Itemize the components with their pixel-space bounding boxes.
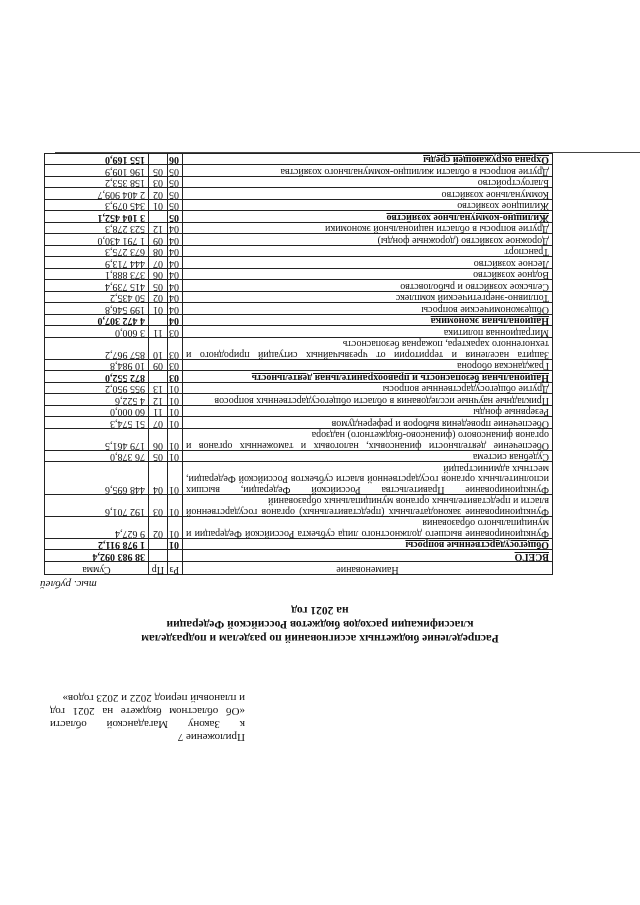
table-row — [45, 517, 553, 539]
row-name-cell: Топливно-энергетический комплекс — [183, 292, 553, 304]
row-subsection-cell: 12 — [149, 394, 168, 406]
row-subsection-cell — [149, 211, 168, 223]
table-row — [45, 550, 553, 562]
row-subsection-cell: 11 — [149, 326, 168, 338]
row-subsection-cell: 12 — [149, 223, 168, 235]
row-sum-cell: 4 472 307,0 — [45, 315, 149, 327]
title-line-2: классификации расходов бюджетов Российской Федерации — [166, 618, 474, 630]
table-row — [45, 338, 553, 360]
row-sum-cell: 444 713,9 — [45, 257, 149, 269]
row-section-cell: 04 — [168, 280, 183, 292]
table-row — [45, 234, 553, 246]
row-sum-cell: 523 278,3 — [45, 223, 149, 235]
row-name-cell: Другие вопросы в области национальной экономики — [183, 223, 553, 235]
row-section-cell: 05 — [168, 177, 183, 189]
table-row — [45, 177, 553, 189]
row-section-cell: 04 — [168, 315, 183, 327]
annex-law-title-line: «Об областном бюджете на 2021 год — [50, 705, 245, 717]
row-sum-cell: 76 378,0 — [45, 451, 149, 463]
row-name-cell: Благоустройство — [183, 177, 553, 189]
table-row — [45, 417, 553, 429]
row-subsection-cell: 09 — [149, 234, 168, 246]
row-sum-cell: 179 461,5 — [45, 429, 149, 451]
row-subsection-cell: 10 — [149, 338, 168, 360]
header-name: Наименование — [183, 562, 553, 575]
row-sum-cell: 158 353,2 — [45, 177, 149, 189]
row-sum-cell: 199 546,8 — [45, 303, 149, 315]
row-subsection-cell: 01 — [149, 200, 168, 212]
row-subsection-cell: 08 — [149, 246, 168, 258]
row-section-cell: 03 — [168, 360, 183, 372]
table-row — [45, 462, 553, 495]
row-name-cell: Миграционная политика — [183, 326, 553, 338]
row-section-cell — [168, 550, 183, 562]
table-row — [45, 406, 553, 418]
row-section-cell: 01 — [168, 429, 183, 451]
row-subsection-cell: 03 — [149, 495, 168, 517]
row-sum-cell: 9 627,4 — [45, 517, 149, 539]
row-name-cell: Обеспечение проведения выборов и референдумов — [183, 417, 553, 429]
table-row — [45, 211, 553, 223]
row-name-cell: Гражданская оборона — [183, 360, 553, 372]
row-section-cell: 01 — [168, 451, 183, 463]
row-sum-cell: 872 552,0 — [45, 371, 149, 383]
annex-caption — [50, 691, 245, 743]
row-sum-cell: 3 600,0 — [45, 326, 149, 338]
row-section-cell: 05 — [168, 200, 183, 212]
row-name-cell: Жилищное хозяйство — [183, 200, 553, 212]
table-row — [45, 154, 553, 166]
row-subsection-cell — [149, 539, 168, 551]
budget-allocation-table — [44, 153, 553, 575]
header-sum: Сумма — [45, 562, 149, 575]
row-subsection-cell — [149, 550, 168, 562]
row-sum-cell: 60 000,0 — [45, 406, 149, 418]
row-name-cell: Функционирование законодательных (представительных) органов государственной власти и представительных органов муниципальных образований — [183, 495, 553, 517]
row-subsection-cell: 02 — [149, 517, 168, 539]
row-section-cell: 01 — [168, 417, 183, 429]
row-section-cell: 01 — [168, 517, 183, 539]
row-subsection-cell: 03 — [149, 177, 168, 189]
row-name-cell: Функционирование Правительства Российской Федерации, высших исполнительных органов государственной власти субъектов Российской Федерации, местных администраций — [183, 462, 553, 495]
row-section-cell: 04 — [168, 269, 183, 281]
row-name-cell: ВСЕГО — [183, 550, 553, 562]
row-sum-cell: 38 983 092,4 — [45, 550, 149, 562]
table-row — [45, 292, 553, 304]
row-section-cell: 05 — [168, 165, 183, 177]
row-section-cell: 01 — [168, 495, 183, 517]
row-name-cell: Судебная система — [183, 451, 553, 463]
row-name-cell: Коммунальное хозяйство — [183, 188, 553, 200]
row-section-cell: 03 — [168, 326, 183, 338]
row-section-cell: 04 — [168, 292, 183, 304]
table-row — [45, 303, 553, 315]
row-section-cell: 01 — [168, 406, 183, 418]
row-sum-cell: 415 739,4 — [45, 280, 149, 292]
row-subsection-cell: 06 — [149, 269, 168, 281]
row-subsection-cell: 06 — [149, 429, 168, 451]
row-name-cell: Национальная экономика — [183, 315, 553, 327]
row-sum-cell: 673 275,3 — [45, 246, 149, 258]
document-title — [85, 603, 555, 645]
row-subsection-cell: 07 — [149, 257, 168, 269]
row-subsection-cell: 04 — [149, 462, 168, 495]
row-name-cell: Резервные фонды — [183, 406, 553, 418]
row-name-cell: Дорожное хозяйство (дорожные фонды) — [183, 234, 553, 246]
row-section-cell: 01 — [168, 462, 183, 495]
row-section-cell: 01 — [168, 383, 183, 395]
row-name-cell: Защита населения и территории от чрезвычайных ситуаций природного и техногенного характера, пожарная безопасность — [183, 338, 553, 360]
row-subsection-cell: 01 — [149, 303, 168, 315]
row-subsection-cell: 09 — [149, 360, 168, 372]
table-row — [45, 188, 553, 200]
header-section: Рз — [168, 562, 183, 575]
table-row — [45, 269, 553, 281]
row-subsection-cell: 13 — [149, 383, 168, 395]
row-section-cell: 06 — [168, 154, 183, 166]
row-section-cell: 05 — [168, 211, 183, 223]
row-name-cell: Общеэкономические вопросы — [183, 303, 553, 315]
row-sum-cell: 192 701,6 — [45, 495, 149, 517]
row-subsection-cell: 05 — [149, 451, 168, 463]
table-row — [45, 246, 553, 258]
table-row — [45, 326, 553, 338]
title-line-1: Распределение бюджетных ассигнований по разделам и подразделам — [141, 632, 499, 644]
units-label: тыс. рублей — [40, 578, 97, 590]
table-row — [45, 280, 553, 292]
row-name-cell: Сельское хозяйство и рыболовство — [183, 280, 553, 292]
row-name-cell: Обеспечение деятельности финансовых, налоговых и таможенных органов и органов финансового (финансово-бюджетного) надзора — [183, 429, 553, 451]
table-row — [45, 165, 553, 177]
row-name-cell: Другие общегосударственные вопросы — [183, 383, 553, 395]
row-sum-cell: 51 574,3 — [45, 417, 149, 429]
row-section-cell: 04 — [168, 223, 183, 235]
table-row — [45, 200, 553, 212]
table-row — [45, 539, 553, 551]
row-subsection-cell: 07 — [149, 417, 168, 429]
table-row — [45, 429, 553, 451]
row-sum-cell: 196 109,9 — [45, 165, 149, 177]
row-sum-cell: 10 984,8 — [45, 360, 149, 372]
row-section-cell: 03 — [168, 338, 183, 360]
row-subsection-cell: 05 — [149, 280, 168, 292]
row-section-cell: 03 — [168, 371, 183, 383]
row-section-cell: 04 — [168, 246, 183, 258]
row-sum-cell: 373 888,1 — [45, 269, 149, 281]
row-sum-cell: 448 695,6 — [45, 462, 149, 495]
row-section-cell: 04 — [168, 257, 183, 269]
row-subsection-cell: 02 — [149, 188, 168, 200]
row-name-cell: Другие вопросы в области жилищно-коммунального хозяйства — [183, 165, 553, 177]
table-row — [45, 451, 553, 463]
table-row — [45, 495, 553, 517]
row-name-cell: Лесное хозяйство — [183, 257, 553, 269]
annex-law-period-line: и плановый период 2022 и 2023 годов» — [62, 692, 245, 704]
row-sum-cell: 857 967,2 — [45, 338, 149, 360]
row-subsection-cell — [149, 154, 168, 166]
row-name-cell: Транспорт — [183, 246, 553, 258]
row-section-cell: 01 — [168, 539, 183, 551]
row-sum-cell: 1 978 911,2 — [45, 539, 149, 551]
row-name-cell: Общегосударственные вопросы — [183, 539, 553, 551]
row-name-cell: Охрана окружающей среды — [183, 154, 553, 166]
annex-law-line: к Закону Магаданской области — [50, 718, 245, 730]
title-line-3: на 2021 год — [291, 604, 349, 616]
table-row — [45, 360, 553, 372]
row-name-cell: Водное хозяйство — [183, 269, 553, 281]
row-subsection-cell: 05 — [149, 165, 168, 177]
row-sum-cell: 2 404 909,7 — [45, 188, 149, 200]
table-row — [45, 383, 553, 395]
row-sum-cell: 155 169,0 — [45, 154, 149, 166]
table-row — [45, 315, 553, 327]
row-sum-cell: 50 435,2 — [45, 292, 149, 304]
row-section-cell: 04 — [168, 303, 183, 315]
row-sum-cell: 4 522,6 — [45, 394, 149, 406]
header-subsection: Пр — [149, 562, 168, 575]
annex-number: Приложение 7 — [177, 731, 245, 743]
table-row — [45, 371, 553, 383]
table-body — [45, 154, 553, 562]
row-name-cell: Жилищно-коммунальное хозяйство — [183, 211, 553, 223]
table-row — [45, 223, 553, 235]
table-row — [45, 394, 553, 406]
row-sum-cell: 3 104 452,1 — [45, 211, 149, 223]
row-subsection-cell — [149, 371, 168, 383]
row-subsection-cell — [149, 315, 168, 327]
row-section-cell: 04 — [168, 234, 183, 246]
row-subsection-cell: 02 — [149, 292, 168, 304]
row-sum-cell: 955 950,2 — [45, 383, 149, 395]
row-section-cell: 01 — [168, 394, 183, 406]
row-subsection-cell: 11 — [149, 406, 168, 418]
row-sum-cell: 1 791 430,0 — [45, 234, 149, 246]
row-section-cell: 05 — [168, 188, 183, 200]
row-sum-cell: 345 079,3 — [45, 200, 149, 212]
table-row — [45, 257, 553, 269]
table-header-row — [45, 562, 553, 575]
row-name-cell: Национальная безопасность и правоохранительная деятельность — [183, 371, 553, 383]
row-name-cell: Функционирование высшего должностного лица субъекта Российской Федерации и муниципального образования — [183, 517, 553, 539]
row-name-cell: Прикладные научные исследования в области общегосударственных вопросов — [183, 394, 553, 406]
